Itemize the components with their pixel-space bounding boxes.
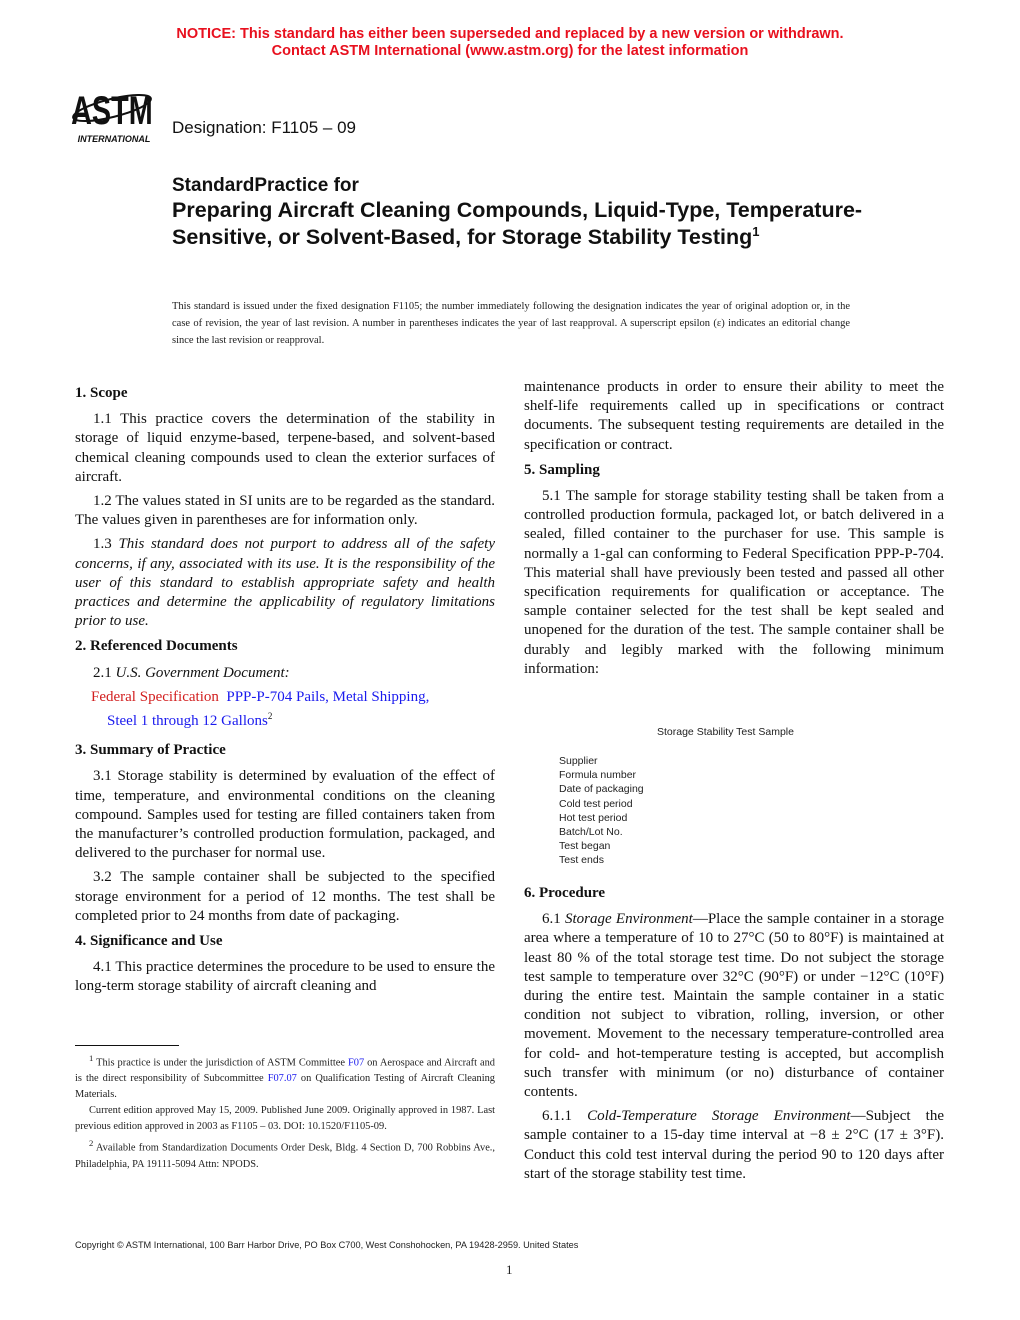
notice-line-1: NOTICE: This standard has either been superseded and replaced by a new version or withdrawn. xyxy=(176,26,844,42)
para-5-1: 5.1 The sample for storage stability testing shall be taken from a controlled production formula, packaged lot, or batch delivered in a sealed, filled container to the purchaser for use. This sample is normally a 1-gal can conforming to Federal Specification PPP-P-704. This material shall have previously been tested and passed all other specification requirements for qualification or acceptance. The sample container selected for the test shall be kept sealed and unopened for the duration of the test. The sample container shall be durably and legibly marked with the following minimum information: xyxy=(524,488,944,677)
footnotes xyxy=(75,1050,495,1173)
section-2-heading: 2. Referenced Documents xyxy=(75,638,238,655)
left-column xyxy=(75,378,495,1002)
section-5-heading: 5. Sampling xyxy=(524,461,600,478)
notice-line-2: Contact ASTM International (www.astm.org) for the latest information xyxy=(271,43,749,59)
issued-note: This standard is issued under the fixed designation F1105; the number immediately following the designation indicates the year of original adoption or, in the case of revision, the year of last revision. A number in parentheses indicates the year of last reapproval. A superscript epsilon (ε) indicates an editorial change since the last revision or reapproval. xyxy=(172,301,850,346)
copyright: Copyright © ASTM International, 100 Barr Harbor Drive, PO Box C700, West Conshohocken, PA 19428-2959. United States xyxy=(75,1240,579,1250)
para-2-1: 2.1 U.S. Government Document: xyxy=(93,664,290,681)
svg-text:ASTM: ASTM xyxy=(71,88,153,134)
astm-logo-icon xyxy=(68,78,160,144)
title-prefix: StandardPractice for xyxy=(172,175,359,196)
supersede-notice xyxy=(0,26,1020,60)
procedure-section xyxy=(524,878,944,1189)
para-3-2: 3.2 The sample container shall be subjected to the specified storage environment for a period of 12 months. The test shall be completed prior to 24 months from date of packaging. xyxy=(75,869,495,924)
para-1-3: 1.3 This standard does not purport to address all of the safety concerns, if any, associated with its use. It is the responsibility of the user of this standard to establish appropriate safety and health practices and determine the applicability of regulatory limitations prior to use. xyxy=(75,536,496,630)
label-item: Hot test period xyxy=(559,811,628,824)
astm-logo xyxy=(68,78,160,144)
para-6-1-1: 6.1.1 Cold-Temperature Storage Environment—Subject the sample container to a 15-day time interval at −8 ± 2°C (17 ± 3°F). Conduct this cold test interval during the period 90 to 120 days after start of the storage stability test time. xyxy=(524,1108,944,1182)
right-column xyxy=(524,378,944,684)
document-title xyxy=(172,175,872,251)
label-item: Test ends xyxy=(559,854,604,867)
para-3-1: 3.1 Storage stability is determined by evaluation of the effect of time, temperature, and environmental conditions on the cleaning compound. Samples used for testing are filled containers taken from the manufacturer’s controlled production formulation, packaged, and delivered to the purchaser for normal use. xyxy=(75,768,495,862)
section-3-heading: 3. Summary of Practice xyxy=(75,742,226,759)
page-number: 1 xyxy=(506,1262,513,1277)
section-1-heading: 1. Scope xyxy=(75,385,128,401)
ref-continuation[interactable]: Steel 1 through 12 Gallons$^2$ xyxy=(107,711,273,730)
para-6-1: 6.1 Storage Environment—Place the sample container in a storage area where a temperature of 10 to 27°C (50 to 80°F) is maintained at least 80 % of the total storage test time. Do not subject the storage test sample to temperature over 32°C (90°F) or under −12°C (10°F) during the entire test. Maintain the sample container in a static condition not subject to vibration, rolling, inversion, or other movement. Movement to the necessary temperature-controlled area for cold- and hot-temperature testing is accepted, but accomplish such transfer with minimum (or no) disturbance of container contents. xyxy=(524,911,944,1101)
committee-f07-link[interactable]: F07 xyxy=(347,1057,365,1069)
sample-label-block xyxy=(559,726,794,868)
label-item: Supplier xyxy=(559,755,598,767)
label-item: Cold test period xyxy=(559,797,633,810)
label-item: Batch/Lot No. xyxy=(559,826,623,839)
title-footnote-mark[interactable]: 1 xyxy=(752,223,760,239)
footnote-edition: Current edition approved May 15, 2009. Published June 2009. Originally approved in 1987. Last previous edition approved in 2003 as F1105 – 03. DOI: 10.1520/F1105-09. xyxy=(75,1105,495,1133)
label-item: Test began xyxy=(559,840,611,853)
label-item: Formula number xyxy=(559,769,637,782)
subcommittee-f07-07-link[interactable]: F07.07 xyxy=(267,1073,297,1085)
para-1-2: 1.2 The values stated in SI units are to be regarded as the standard. The values given in parentheses are for information only. xyxy=(75,493,495,529)
footnote-divider xyxy=(75,1045,179,1046)
reference-entry xyxy=(91,688,495,707)
designation: Designation: F1105 – 09 xyxy=(172,118,356,137)
para-1-1: 1.1 This practice covers the determination of the stability in storage of liquid enzyme-based, terpene-based, and solvent-based chemical cleaning compounds used to clean the exterior surfaces of aircraft. xyxy=(75,411,495,485)
sample-label-title: Storage Stability Test Sample xyxy=(657,726,794,738)
label-item: Date of packaging xyxy=(559,783,644,796)
svg-text:INTERNATIONAL: INTERNATIONAL xyxy=(77,134,151,144)
footnote-2: $^2$ Available from Standardization Documents Order Desk, Bldg. 4 Section D, 700 Robbins Ave., Philadelphia, PA 19111-5094 Attn: NPODS. xyxy=(75,1138,495,1170)
ref-ppp-p-704-link[interactable]: PPP-P-704 Pails, Metal Shipping, xyxy=(226,688,430,705)
section-4-heading: 4. Significance and Use xyxy=(75,933,223,950)
ref-federal-specification-link[interactable]: Federal Specification xyxy=(91,688,219,705)
para-4-1-continued: maintenance products in order to ensure their ability to meet the shelf-life requirements called up in specifications or contract documents. The subsequent testing requirements are detailed in the specification or contract. xyxy=(524,379,944,453)
section-6-heading: 6. Procedure xyxy=(524,885,606,901)
title-main: Preparing Aircraft Cleaning Compounds, Liquid-Type, Temperature-Sensitive, or Solvent-Based, for Storage Stability Testing$^1$ xyxy=(172,198,863,249)
para-4-1: 4.1 This practice determines the procedure to be used to ensure the long-term storage stability of aircraft cleaning and xyxy=(75,959,495,995)
footnote-1: $^1$ This practice is under the jurisdiction of ASTM Committee F07 on Aerospace and Aircraft and is the direct responsibility of Subcommittee F07.07 on Qualification Testing of Aircraft Cleaning Materials. xyxy=(75,1053,495,1101)
